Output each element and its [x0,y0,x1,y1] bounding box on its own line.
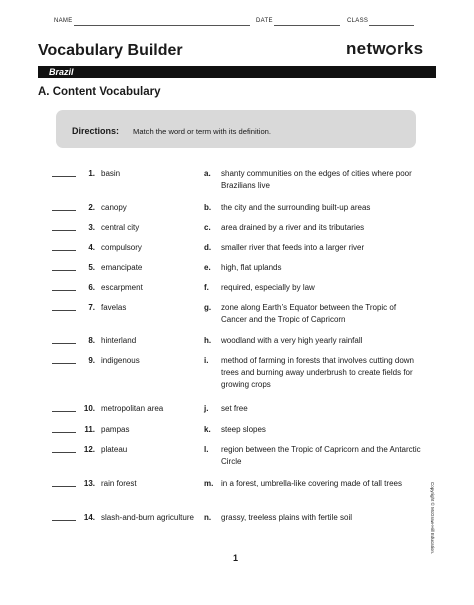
name-label: NAME [54,18,73,24]
definition-letter: e. [204,263,211,272]
name-field-line[interactable] [74,25,250,26]
term-number: 12. [83,445,95,454]
logo-o-ring-icon [386,45,396,55]
definition-text: smaller river that feeds into a larger river [221,243,365,252]
term-number: 5. [88,263,95,272]
definition-letter: g. [204,303,212,312]
answer-blank[interactable] [52,486,76,487]
term-number: 7. [88,303,95,312]
directions-text: Match the word or term with its definition. [133,127,272,136]
answer-blank[interactable] [52,343,76,344]
definition-letter: b. [204,203,212,212]
definition-letter: d. [204,243,212,252]
term-text: central city [101,223,140,232]
term-text: emancipate [101,263,143,272]
chapter-title: Brazil [49,67,74,77]
answer-blank[interactable] [52,452,76,453]
term-text: favelas [101,303,127,312]
definition-text: steep slopes [221,425,266,434]
term-text: compulsory [101,243,142,252]
term-number: 2. [88,203,95,212]
definition-text: in a forest, umbrella-like covering made of tall trees [221,479,402,488]
definition-text: grassy, treeless plains with fertile soil [221,513,353,522]
copyright-notice: Copyright © McGraw-Hill Education. [430,482,435,555]
definition-letter: c. [204,223,211,232]
answer-blank[interactable] [52,270,76,271]
definition-letter: a. [204,169,211,178]
term-number: 9. [88,356,95,365]
section-heading: A. Content Vocabulary [38,86,161,98]
answer-blank[interactable] [52,230,76,231]
term-text: hinterland [101,336,137,345]
definition-letter: k. [204,425,211,434]
answer-blank[interactable] [52,363,76,364]
directions-box [56,110,416,148]
definition-text: area drained by a river and its tributaries [221,223,365,232]
definition-letter: m. [204,479,214,488]
page-number: 1 [233,553,239,563]
term-number: 11. [84,425,95,434]
term-text: slash-and-burn agriculture [101,513,194,522]
answer-blank[interactable] [52,432,76,433]
definition-letter: f. [204,283,209,292]
definition-text: region between the Tropic of Capricorn and the Antarctic Circle [221,445,421,466]
definition-text: shanty communities on the edges of cities where poor Brazilians live [221,169,412,190]
term-number: 1. [88,169,95,178]
term-text: canopy [101,203,127,212]
term-text: metropolitan area [101,404,164,413]
term-number: 10. [83,404,95,413]
term-text: plateau [101,445,128,454]
answer-blank[interactable] [52,176,76,177]
term-text: escarpment [101,283,143,292]
term-number: 4. [88,243,95,252]
term-number: 6. [88,283,95,292]
definition-text: method of farming in forests that involves cutting down trees and burning away underbrush to create fields for growing crops [221,356,414,389]
answer-blank[interactable] [52,290,76,291]
definition-letter: n. [204,513,212,522]
networks-logo: netw rks [346,39,424,58]
date-label: DATE [256,18,273,24]
term-text: pampas [101,425,130,434]
page-title: Vocabulary Builder [38,42,183,59]
term-number: 13. [83,479,95,488]
definition-letter: i. [204,356,209,365]
term-text: indigenous [101,356,140,365]
term-number: 14. [83,513,95,522]
class-field-line[interactable] [369,25,414,26]
answer-blank[interactable] [52,411,76,412]
answer-blank[interactable] [52,250,76,251]
directions-label: Directions: [72,126,120,136]
definition-text: the city and the surrounding built-up areas [221,203,371,212]
definition-text: zone along Earth’s Equator between the Tropic of Cancer and the Tropic of Capricorn [221,303,397,324]
class-label: CLASS [347,18,369,24]
term-number: 3. [88,223,95,232]
definition-letter: j. [204,404,209,413]
definition-text: required, especially by law [221,283,315,292]
definition-text: high, flat uplands [221,263,282,272]
term-number: 8. [88,336,95,345]
definition-letter: l. [204,445,209,454]
chapter-bar [38,66,436,78]
definition-text: set free [221,404,248,413]
term-text: rain forest [101,479,137,488]
definition-letter: h. [204,336,212,345]
answer-blank[interactable] [52,310,76,311]
date-field-line[interactable] [274,25,340,26]
term-text: basin [101,169,121,178]
answer-blank[interactable] [52,210,76,211]
definition-text: woodland with a very high yearly rainfall [221,336,363,345]
student-info-header [54,16,426,28]
answer-blank[interactable] [52,520,76,521]
